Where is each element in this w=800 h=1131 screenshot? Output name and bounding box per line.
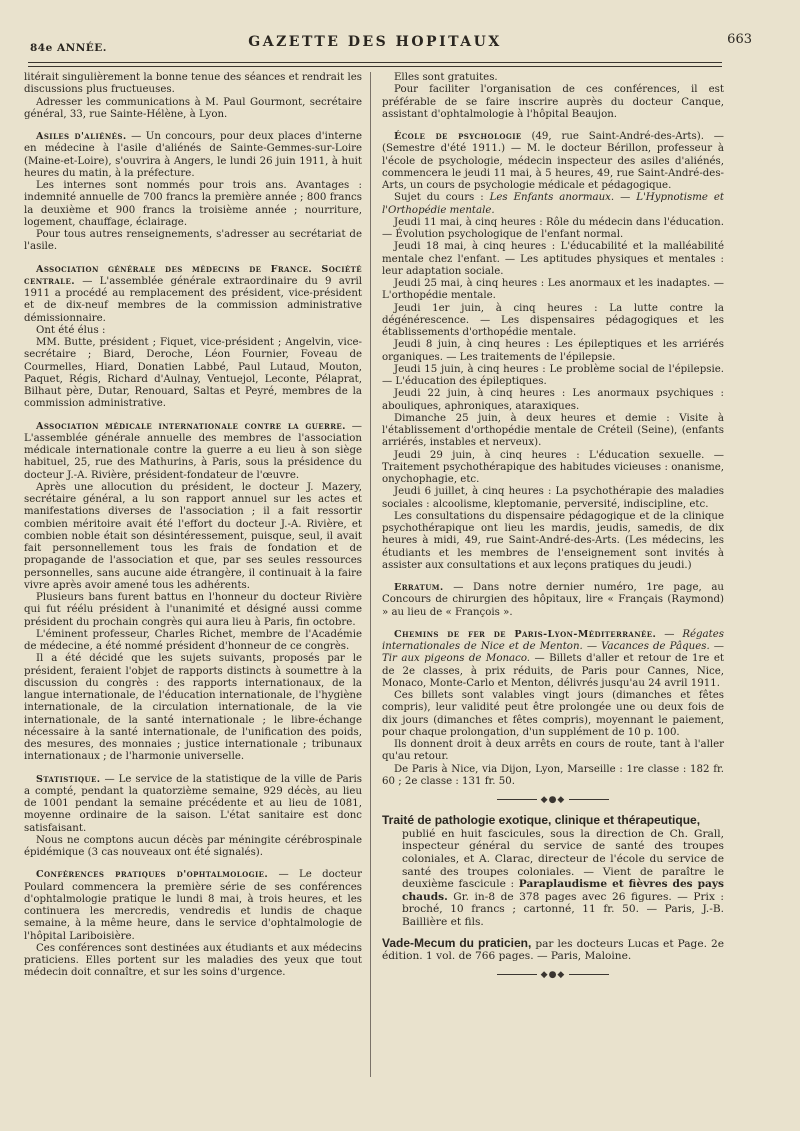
paragraph: Pour faciliter l'organisation de ces conférences, il est préférable de se faire inscrire auprès du docteur Canque, assistant d'ophtalmologie à l'hôpital Beaujon. [382, 84, 724, 120]
paragraph: MM. Butte, président ; Fiquet, vice-président ; Angelvin, vice-secrétaire ; Biard, Deroche, Léon Fournier, Foveau de Courmelles, Hiard, Donatien Labbé, Paul Lutaud, Mouton, Paquet, Régis, Richard d'Aulnay, Ventuejol, Leconte, Pélaprat, Bilhaut père, Dutar, Renouard, Saltas et Peyré, membres de la commission administrative. [24, 337, 362, 410]
journal-title: GAZETTE DES HOPITAUX [248, 34, 502, 50]
section-heading: Asiles d'aliénés. [36, 131, 127, 142]
section-heading: Association générale des médecins de France. Société centrale. [24, 263, 362, 287]
course-lecture: Jeudi 25 mai, à cinq heures : Les anormaux et les inadaptes. — L'orthopédie mentale. [382, 278, 724, 302]
book-title: Vade-Mecum du praticien, [382, 935, 532, 950]
news-item-conferences: Conférences pratiques d'ophtalmologie. — Le docteur Poulard commencera la première série de ses conférences d'ophtalmologie pratique le lundi 8 mai, à trois heures, et les continuera les mercredis, vendredis et lundis de chaque semaine, à la même heure, dans le service d'ophtalmologie de l'hôpital Lariboisière. [24, 869, 362, 942]
course-lecture: Jeudi 8 juin, à cinq heures : Les épileptiques et les arriérés organiques. — Les traitements de l'épilepsie. [382, 339, 724, 363]
news-item-association-internationale: Association médicale internationale contre la guerre. — L'assemblée générale annuelle des membres de l'association médicale internationale contre la guerre a eu lieu à son siège habituel, 25, rue des Mathurins, à Paris, sous la présidence du docteur J.-A. Rivière, président-fondateur de l'œuvre. [24, 420, 362, 481]
column-separator [370, 72, 371, 1077]
course-lecture: Jeudi 22 juin, à cinq heures : Les anormaux psychiques : abouliques, aphroniques, ataraxiques. [382, 388, 724, 412]
course-lecture: Jeudi 15 juin, à cinq heures : Le problème social de l'épilepsie. — L'éducation des épileptiques. [382, 363, 724, 387]
course-lecture: Dimanche 25 juin, à deux heures et demie : Visite à l'établissement d'orthopédie mentale de Créteil (Seine), (enfants arriérés, instables et nerveux). [382, 412, 724, 449]
paragraph: Adresser les communications à M. Paul Gourmont, secrétaire général, 33, rue Sainte-Hélène, à Lyon. [24, 96, 362, 120]
course-lecture: Jeudi 18 mai, à cinq heures : L'éducabilité et la malléabilité mentale chez l'enfant. — Les aptitudes physiques et mentales : leur adaptation sociale. [382, 241, 724, 277]
ornament-divider: ◆●◆ [382, 794, 724, 806]
paragraph: Ils donnent droit à deux arrêts en cours de route, tant à l'aller qu'au retour. [382, 739, 724, 763]
course-lecture: Jeudi 6 juillet, à cinq heures : La psychothérapie des maladies sociales : alcoolisme, kleptomanie, perversité, indiscipline, etc. [382, 486, 724, 510]
right-column [382, 72, 724, 987]
book-description: publié en huit fascicules, sous la direction de Ch. Grall, inspecteur général du service de santé des troupes coloniales, et A. Clarac, directeur de l'école du service de santé des troupes coloniales. — Vient de paraître le deuxième fascicule : Paraplaudisme et fièvres des pays chauds. Gr. in-8 de 378 pages avec 26 figures. — Prix : broché, 10 francs ; cartonné, 11 fr. 50. — Paris, J.-B. Baillière et fils. [402, 827, 725, 928]
course-subject: Sujet du cours : Les Enfants anormaux. — L'Hypnotisme et l'Orthopédie mentale. [382, 192, 724, 216]
news-item-chemins-de-fer: Chemins de fer de Paris-Lyon-Méditerranée. — Régates internationales de Nice et de Menton. — Vacances de Pâques. — Tir aux pigeons de Monaco. — Billets d'aller et retour de 1re et de 2e classes, à prix réduits, de Paris pour Cannes, Nice, Monaco, Monte-Carlo et Menton, délivrés jusqu'au 24 avril 1911. [382, 628, 724, 689]
header-rule-bottom [28, 66, 722, 67]
news-item-statistique: Statistique. — Le service de la statistique de la ville de Paris a compté, pendant la quatorzième semaine, 929 décès, au lieu de 1001 pendant la semaine précédente et au lieu de 1081, moyenne ordinaire de la saison. L'état sanitaire est donc satisfaisant. [24, 773, 362, 834]
paragraph: Les consultations du dispensaire pédagogique et de la clinique psychothérapique ont lieu les mardis, jeudis, samedis, de dix heures à midi, 49, rue Saint-André-des-Arts. (Les médecins, les étudiants et les membres de l'enseignement sont invités à assister aux consultations et aux leçons pratiques du jeudi.) [382, 510, 724, 571]
header-rule-top [28, 62, 722, 63]
section-heading: École de psychologie [394, 131, 522, 142]
course-lecture: Jeudi 11 mai, à cinq heures : Rôle du médecin dans l'éducation. — Évolution psychologique de l'enfant normal. [382, 216, 724, 240]
paragraph: Ont été élus : [36, 324, 106, 336]
book-notice-traite [382, 814, 724, 928]
news-item-asiles: Asiles d'aliénés. — Un concours, pour deux places d'interne en médecine à l'asile d'aliénés de Sainte-Gemmes-sur-Loire (Maine-et-Loire), s'ouvrira à Angers, le lundi 26 juin 1911, à huit heures du matin, à la préfecture. [24, 131, 363, 179]
paragraph: Il a été décidé que les sujets suivants, proposés par le président, feraient l'objet de rapports distincts à soumettre à la discussion du congrès : des rapports internationaux, de la langue internationale, de l'éducation internationale, de l'hygiène internationale, de la circulation internationale, de la vie internationale, de la santé internationale ; le libre-échange nécessaire à la santé internationale, de l'unification des poids, des mesures, des monnaies ; justice internationale ; tribunaux internationaux ; de l'harmonie universelle. [24, 653, 362, 763]
page-header [30, 30, 752, 56]
book-title: Traité de pathologie exotique, clinique et thérapeutique, [382, 813, 701, 828]
paragraph: De Paris à Nice, via Dijon, Lyon, Marseille : 1re classe : 182 fr. 60 ; 2e classe : 131 fr. 50. [382, 763, 724, 787]
section-heading: Chemins de fer de Paris-Lyon-Méditerranée. [394, 628, 657, 640]
paragraph: Les internes sont nommés pour trois ans. Avantages : indemnité annuelle de 700 francs la première année ; 800 francs la deuxième et 900 francs la troisième année ; nourriture, logement, chauffage, éclairage. [24, 180, 362, 228]
news-item-ecole-psychologie: École de psychologie (49, rue Saint-André-des-Arts). — (Semestre d'été 1911.) — M. le docteur Bérillon, professeur à l'école de psychologie, médecin inspecteur des asiles d'aliénés, commencera le jeudi 11 mai, à 5 heures, 49, rue Saint-André-des-Arts, un cours de psychologie médicale et pédagogique. [382, 131, 724, 191]
year-label: 84e ANNÉE. [30, 42, 107, 54]
book-description: par les docteurs Lucas et Page. 2e édition. 1 vol. de 766 pages. — Paris, Maloine. [382, 937, 724, 963]
paragraph: Plusieurs bans furent battus en l'honneur du docteur Rivière qui fut réélu président à l'unanimité et désigné aussi comme président du prochain congrès qui aura lieu à Paris, fin octobre. [24, 592, 362, 628]
course-lecture: Jeudi 1er juin, à cinq heures : La lutte contre la dégénérescence. — Les dispensaires pédagogiques et les établissements d'orthopédie mentale. [382, 302, 724, 338]
paragraph: Ces conférences sont destinées aux étudiants et aux médecins praticiens. Elles portent sur les maladies des yeux que tout médecin doit connaître, et sur les soins d'urgence. [24, 942, 362, 979]
section-heading: Erratum. [394, 582, 444, 593]
news-item-association-generale: Association générale des médecins de France. Société centrale. — L'assemblée générale extraordinaire du 9 avril 1911 a procédé au remplacement des président, vice-président et de dix-neuf membres de la commission administrative démissionnaire. [24, 263, 362, 324]
section-heading: Association médicale internationale contre la guerre. [36, 420, 346, 432]
paragraph: Ces billets sont valables vingt jours (dimanches et fêtes compris), leur validité peut être prolongée une ou deux fois de dix jours (dimanches et fêtes compris), moyennant le paiement, pour chaque prolongation, d'un supplément de 10 p. 100. [382, 690, 724, 738]
paragraph: Elles sont gratuites. [394, 72, 498, 83]
paragraph: L'éminent professeur, Charles Richet, membre de l'Académie de médecine, a été nommé président d'honneur de ce congrès. [24, 628, 362, 652]
ornament-divider: ◆●◆ [382, 969, 724, 981]
paragraph: Nous ne comptons aucun décès par méningite cérébrospinale épidémique (3 cas nouveaux ont été signalés). [24, 834, 362, 858]
paragraph: Après une allocution du président, le docteur J. Mazery, secrétaire général, a lu son rapport annuel sur les actes et manifestations diverses de l'association ; il a fait ressortir combien méritoire avait été l'effort du docteur J.-A. Rivière, et combien noble était son désintéressement, puisque, seul, il avait fait personnellement tous les frais de fondation et de propagande de l'association et que, par ses seules ressources personnelles, sans aucune aide étrangère, il continuait à la faire vivre après avoir amené tous les adhérents. [24, 481, 362, 591]
section-heading: Conférences pratiques d'ophtalmologie. [36, 869, 269, 881]
paragraph: litérait singulièrement la bonne tenue des séances et rendrait les discussions plus fructueuses. [24, 72, 362, 96]
paragraph: Pour tous autres renseignements, s'adresser au secrétariat de l'asile. [24, 229, 362, 253]
left-column [24, 72, 362, 980]
book-notice-vade-mecum [382, 937, 724, 963]
page-number: 663 [727, 32, 752, 47]
section-heading: Statistique. [36, 773, 101, 785]
news-item-erratum: Erratum. — Dans notre dernier numéro, 1re page, au Concours de chirurgien des hôpitaux, lire « Français (Raymond) » au lieu de « François ». [382, 582, 724, 618]
course-lecture: Jeudi 29 juin, à cinq heures : L'éducation sexuelle. — Traitement psychothérapique des habitudes vicieuses : onanisme, onychophagie, etc. [382, 449, 724, 485]
